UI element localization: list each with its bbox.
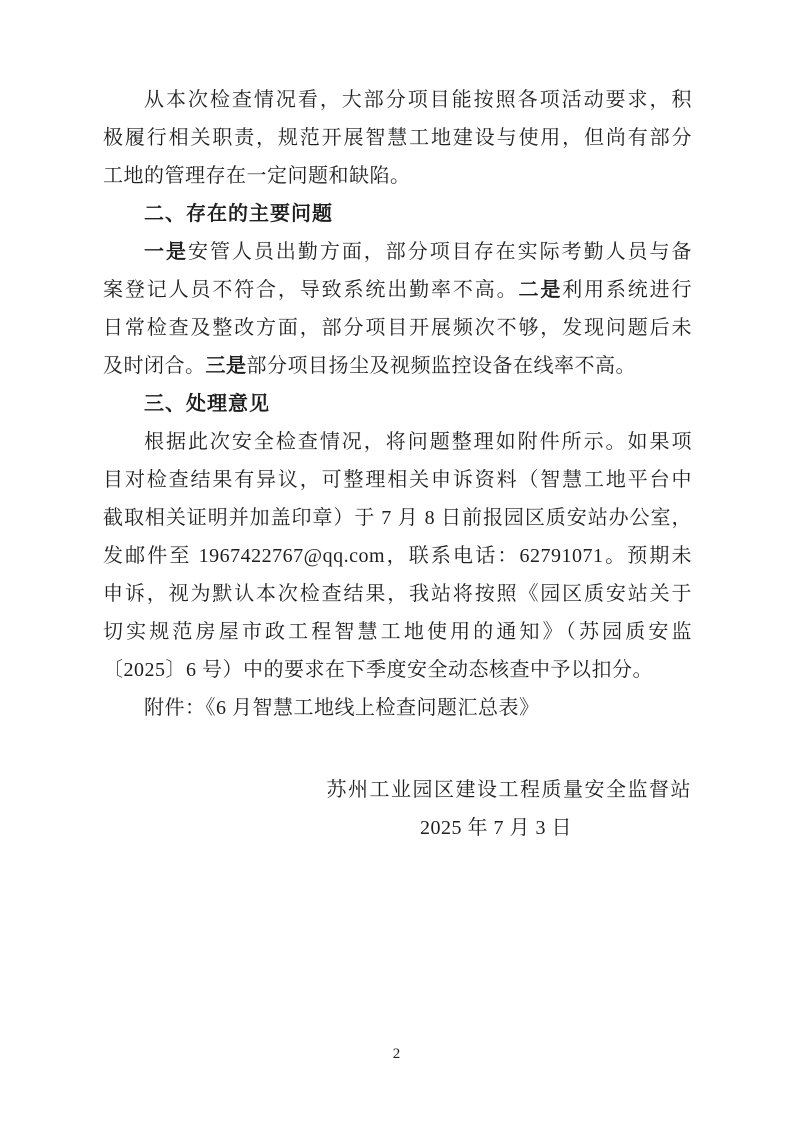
signature-organization xyxy=(103,771,692,809)
text-segment: 苏州工业园区建设工程质量安全监督站 xyxy=(326,779,692,801)
body-text-line xyxy=(103,575,692,613)
blank-line xyxy=(103,727,692,771)
body-text-line xyxy=(103,651,692,689)
body-text-line xyxy=(103,81,692,119)
body-text-line xyxy=(103,461,692,499)
text-segment: 部分项目扬尘及视频监控设备在线率不高。 xyxy=(246,355,636,377)
body-text-line xyxy=(103,499,692,537)
attachment-line xyxy=(103,689,692,727)
body-text-line xyxy=(103,347,692,385)
text-segment: 极履行相关职责，规范开展智慧工地建设与使用，但尚有部分 xyxy=(103,127,692,149)
text-segment: 安管人员出勤方面，部分项目存在实际考勤人员与备 xyxy=(187,241,692,263)
text-segment: 工地的管理存在一定问题和缺陷。 xyxy=(103,165,411,187)
text-segment: 切实规范房屋市政工程智慧工地使用的通知》（苏园质安监 xyxy=(103,621,692,643)
body-text-line xyxy=(103,233,692,271)
text-segment: 发邮件至 1967422767@qq.com，联系电话：62791071。预期未 xyxy=(103,545,692,567)
text-segment: 从本次检查情况看，大部分项目能按照各项活动要求，积 xyxy=(144,89,692,111)
text-segment: 三、处理意见 xyxy=(144,393,270,415)
page-number: 2 xyxy=(392,1046,401,1062)
text-segment: 利用系统进行 xyxy=(562,279,692,301)
signature-date xyxy=(103,809,692,847)
bold-emphasis-text: 三是 xyxy=(205,355,247,377)
document-body xyxy=(103,81,692,847)
text-segment: 及时闭合。 xyxy=(103,355,206,377)
bold-emphasis-text: 一是 xyxy=(144,241,188,263)
body-text-line xyxy=(103,157,692,195)
text-segment: 附件：《6 月智慧工地线上检查问题汇总表》 xyxy=(144,697,540,719)
body-text-line xyxy=(103,309,692,347)
body-text-line xyxy=(103,613,692,651)
body-text-line xyxy=(103,119,692,157)
section-heading-3 xyxy=(103,385,692,423)
text-segment: 申诉，视为默认本次检查结果，我站将按照《园区质安站关于 xyxy=(103,583,692,605)
body-text-line xyxy=(103,423,692,461)
text-segment: 截取相关证明并加盖印章）于 7 月 8 日前报园区质安站办公室， xyxy=(103,507,692,529)
body-text-line xyxy=(103,271,692,309)
text-segment: 目对检查结果有异议，可整理相关申诉资料（智慧工地平台中 xyxy=(103,469,692,491)
body-text-line xyxy=(103,537,692,575)
text-segment: 日常检查及整改方面，部分项目开展频次不够，发现问题后未 xyxy=(103,317,692,339)
bold-emphasis-text: 二是 xyxy=(518,279,563,301)
text-segment: 根据此次安全检查情况，将问题整理如附件所示。如果项 xyxy=(144,431,692,453)
text-segment: 案登记人员不符合，导致系统出勤率不高。 xyxy=(103,279,519,301)
text-segment: 2025 年 7 月 3 日 xyxy=(420,817,572,839)
text-segment: 二、存在的主要问题 xyxy=(144,203,333,225)
text-segment: 〔2025〕6 号）中的要求在下季度安全动态核查中予以扣分。 xyxy=(103,659,653,681)
section-heading-2 xyxy=(103,195,692,233)
